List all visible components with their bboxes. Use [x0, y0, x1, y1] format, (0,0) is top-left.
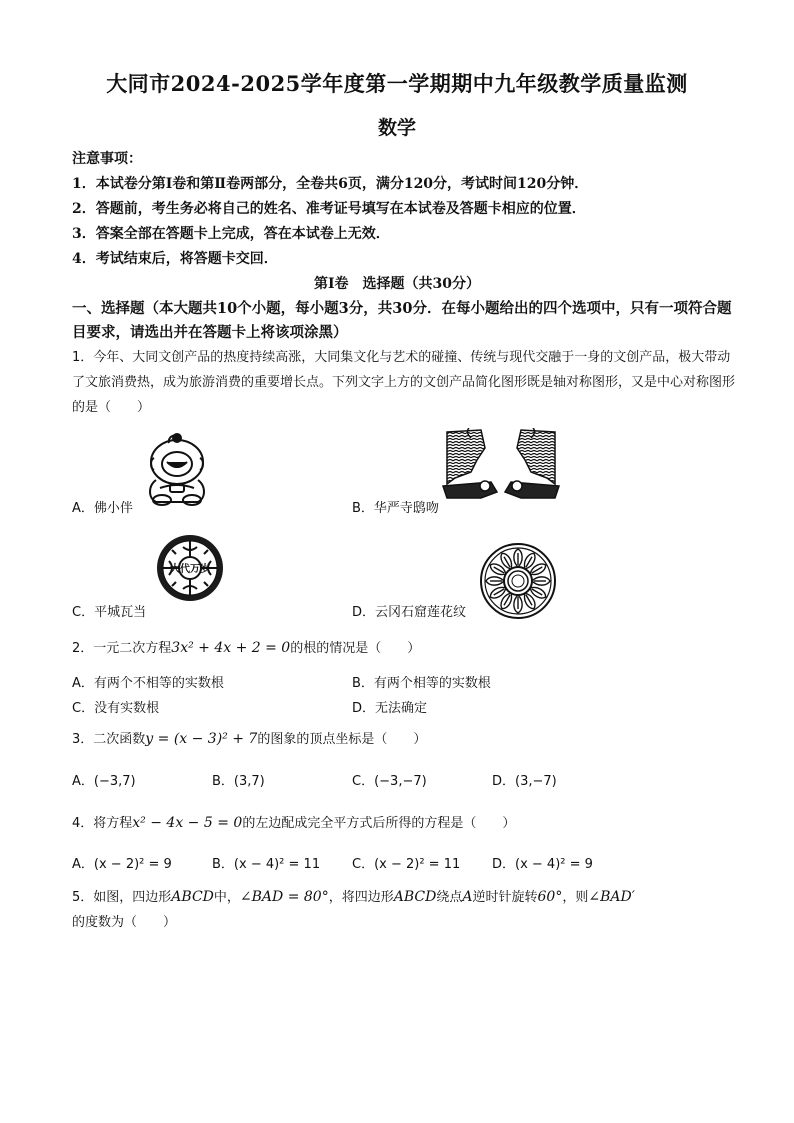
question-4-stem	[72, 811, 736, 836]
q1-option-a: A．佛小伴	[72, 501, 133, 516]
q4-option-d: D．(x − 4)² = 9	[492, 857, 593, 872]
q5-text: 中，	[213, 890, 240, 905]
section-title: 第Ⅰ卷 选择题（共30分）	[313, 276, 481, 292]
q4-equation: x² − 4x − 5 = 0	[132, 815, 243, 831]
q5-quadrilateral: ABCD	[393, 889, 437, 905]
q3-option-b: B．(3,7)	[212, 774, 265, 789]
note-item: 1．本试卷分第Ⅰ卷和第Ⅱ卷两部分，全卷共6页，满分120分，考试时间120分钟．	[72, 176, 589, 192]
note-item: 3．答案全部在答题卡上完成，答在本试卷上无效．	[72, 226, 390, 242]
q1-option-b: B．华严寺鸱吻	[352, 501, 439, 516]
q3-equation: y = (x − 3)² + 7	[145, 731, 258, 747]
q2-option-d: D．无法确定	[352, 701, 428, 716]
q2-equation: 3x² + 4x + 2 = 0	[171, 640, 291, 656]
q3-option-a: A．(−3,7)	[72, 774, 136, 789]
q4-option-c: C．(x − 2)² = 11	[352, 857, 461, 872]
question-3-stem	[72, 727, 736, 752]
lotus-pattern-figure-image	[478, 541, 558, 621]
q5-text: 的度数为（ ）	[72, 915, 177, 930]
q4-option-b: B．(x − 4)² = 11	[212, 857, 321, 872]
notes-heading: 注意事项：	[72, 151, 142, 167]
q5-text: ，将四边形	[328, 890, 394, 905]
q3-option-c: C．(−3,−7)	[352, 774, 427, 789]
q5-quadrilateral: ABCD	[171, 889, 214, 905]
note-item: 4．考试结束后，将答题卡交回．	[72, 251, 278, 267]
q2-option-a: A．有两个不相等的实数根	[72, 676, 224, 691]
section-instructions: 一、选择题（本大题共10个小题，每小题3分，共30分．在每小题给出的四个选项中，只有一项符合题目要求，请选出并在答题卡上将该项涂黑）	[72, 300, 732, 341]
q5-text: 逆时针旋转	[472, 890, 538, 905]
exam-title: 大同市2024-2025学年度第一学期期中九年级教学质量监测	[106, 71, 688, 96]
question-2-stem	[72, 636, 736, 661]
q3-stem-after: 的图象的顶点坐标是（ ）	[257, 732, 427, 747]
q2-option-c: C．没有实数根	[72, 701, 160, 716]
q2-option-b: B．有两个相等的实数根	[352, 676, 491, 691]
subject-title: 数学	[377, 117, 416, 139]
question-5-stem	[72, 885, 736, 935]
q2-stem-after: 的根的情况是（ ）	[290, 641, 421, 656]
q4-option-a: A．(x − 2)² = 9	[72, 857, 172, 872]
q5-text: 5．如图，四边形	[72, 890, 172, 905]
q4-stem-after: 的左边配成完全平方式后所得的方程是（ ）	[242, 816, 516, 831]
note-item: 2．答题前，考生务必将自己的姓名、准考证号填写在本试卷及答题卡相应的位置．	[72, 201, 586, 217]
q5-angle-bad: ∠BAD = 80°	[239, 889, 329, 905]
q5-text: ，则	[562, 890, 589, 905]
q1-option-d: D．云冈石窟莲花纹	[352, 605, 467, 620]
q3-option-d: D．(3,−7)	[492, 774, 557, 789]
q2-stem-before: 2．一元二次方程	[72, 641, 172, 656]
question-1-stem: 1．今年、大同文创产品的热度持续高涨，大同集文化与艺术的碰撞、传统与现代交融于一身的文创产品，极大带动了文旅消费热，成为旅游消费的重要增长点。下列文字上方的文创产品简化图形既是轴对称图形，又是中心对称图形的是（ ）	[72, 350, 736, 415]
q5-point-a: A	[462, 889, 473, 905]
tile-end-figure-image	[155, 533, 225, 603]
q5-rotation-angle: 60°	[537, 889, 563, 905]
chiwen-figure-image	[441, 428, 561, 500]
q4-stem-before: 4．将方程	[72, 816, 133, 831]
buddha-figure-image	[140, 432, 214, 508]
q5-angle-bad-prime: ∠BAD′	[588, 889, 635, 905]
q1-option-c: C．平城瓦当	[72, 605, 147, 620]
q5-text: 绕点	[436, 890, 463, 905]
q3-stem-before: 3．二次函数	[72, 732, 146, 747]
seal-glyph: 大代万岁	[170, 564, 210, 575]
